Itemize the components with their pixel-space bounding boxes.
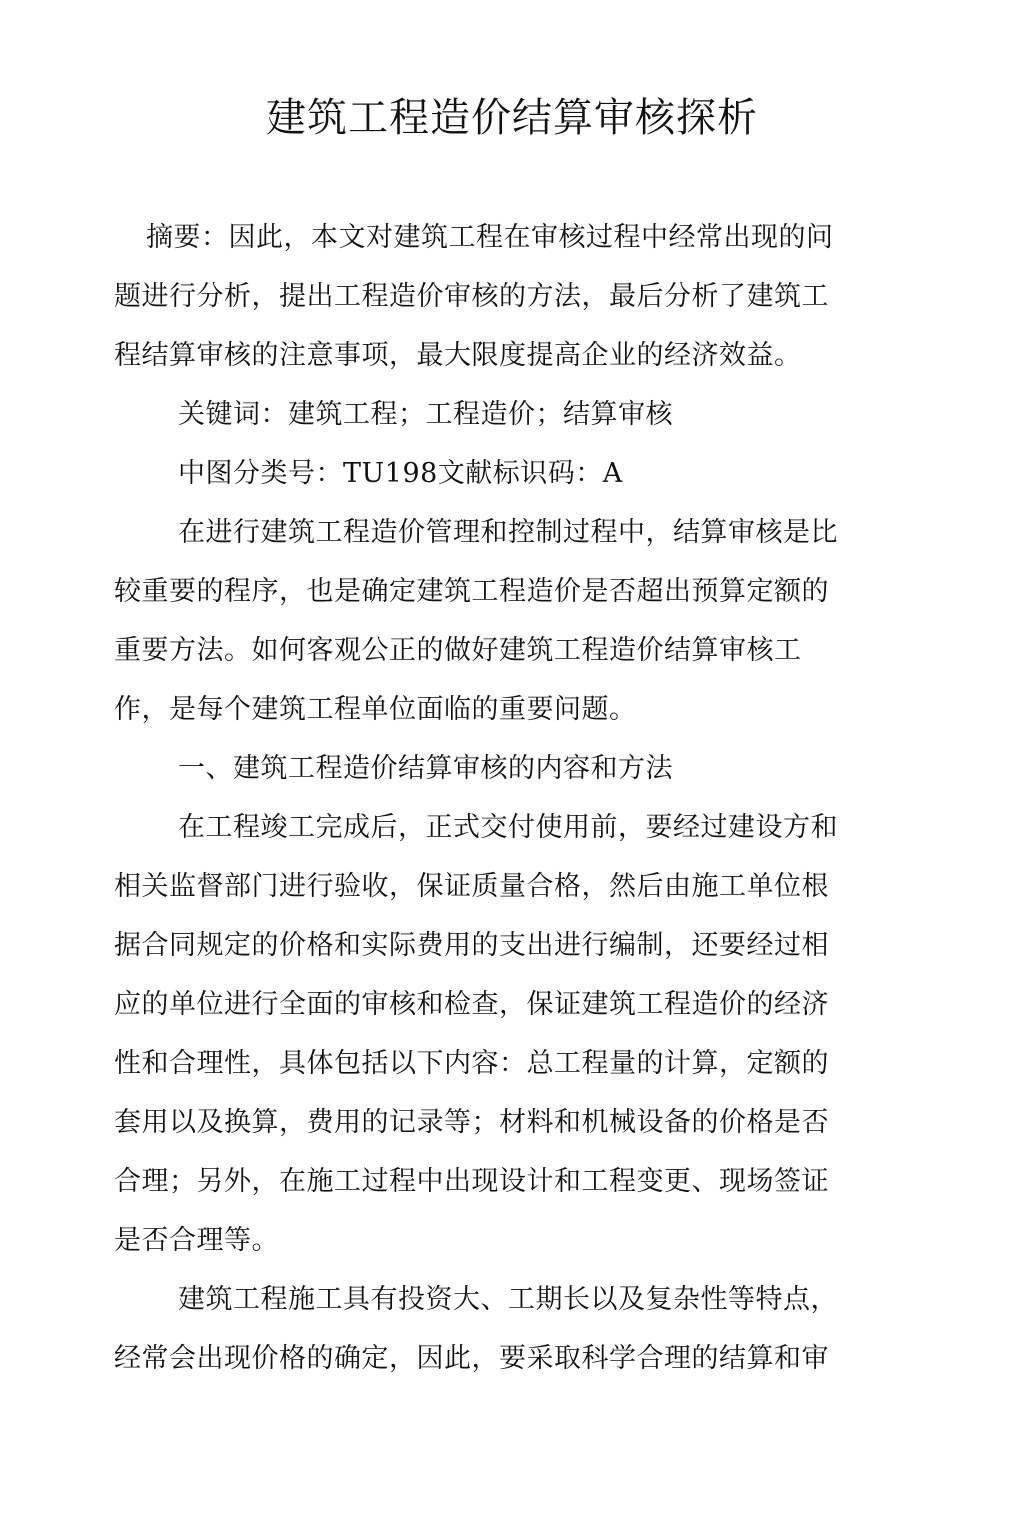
paragraph-1-line-1: 在进行建筑工程造价管理和控制过程中，结算审核是比 xyxy=(178,517,838,548)
document-body xyxy=(114,208,874,1388)
abstract-line-1: 摘要：因此，本文对建筑工程在审核过程中经常出现的问 xyxy=(146,222,834,253)
paragraph-2-line-4: 应的单位进行全面的审核和检查，保证建筑工程造价的经济 xyxy=(114,989,829,1020)
paragraph-1-line-3: 重要方法。如何客观公正的做好建筑工程造价结算审核工 xyxy=(114,635,802,666)
paragraph-1-line-2: 较重要的程序，也是确定建筑工程造价是否超出预算定额的 xyxy=(114,576,829,607)
section-heading-1: 一、建筑工程造价结算审核的内容和方法 xyxy=(178,753,673,784)
paragraph-2-line-8: 是否合理等。 xyxy=(114,1225,279,1256)
keywords-line: 关键词：建筑工程；工程造价；结算审核 xyxy=(178,399,673,430)
paragraph-2-line-2: 相关监督部门进行验收，保证质量合格，然后由施工单位根 xyxy=(114,871,829,902)
paragraph-1-line-4: 作，是每个建筑工程单位面临的重要问题。 xyxy=(114,694,637,725)
paragraph-2-line-7: 合理；另外，在施工过程中出现设计和工程变更、现场签证 xyxy=(114,1166,829,1197)
paragraph-2-line-3: 据合同规定的价格和实际费用的支出进行编制，还要经过相 xyxy=(114,930,829,961)
abstract-line-3: 程结算审核的注意事项，最大限度提高企业的经济效益。 xyxy=(114,340,802,371)
abstract-line-2: 题进行分析，提出工程造价审核的方法，最后分析了建筑工 xyxy=(114,281,829,312)
paragraph-3-line-1: 建筑工程施工具有投资大、工期长以及复杂性等特点， xyxy=(178,1284,838,1315)
document-title: 建筑工程造价结算审核探析 xyxy=(266,95,758,141)
classification-line: 中图分类号：TU198文献标识码：A xyxy=(178,458,623,489)
paragraph-2-line-1: 在工程竣工完成后，正式交付使用前，要经过建设方和 xyxy=(178,812,838,843)
paragraph-2-line-5: 性和合理性，具体包括以下内容：总工程量的计算，定额的 xyxy=(114,1048,829,1079)
paragraph-3-line-2: 经常会出现价格的确定，因此，要采取科学合理的结算和审 xyxy=(114,1343,829,1374)
paragraph-2-line-6: 套用以及换算，费用的记录等；材料和机械设备的价格是否 xyxy=(114,1107,829,1138)
